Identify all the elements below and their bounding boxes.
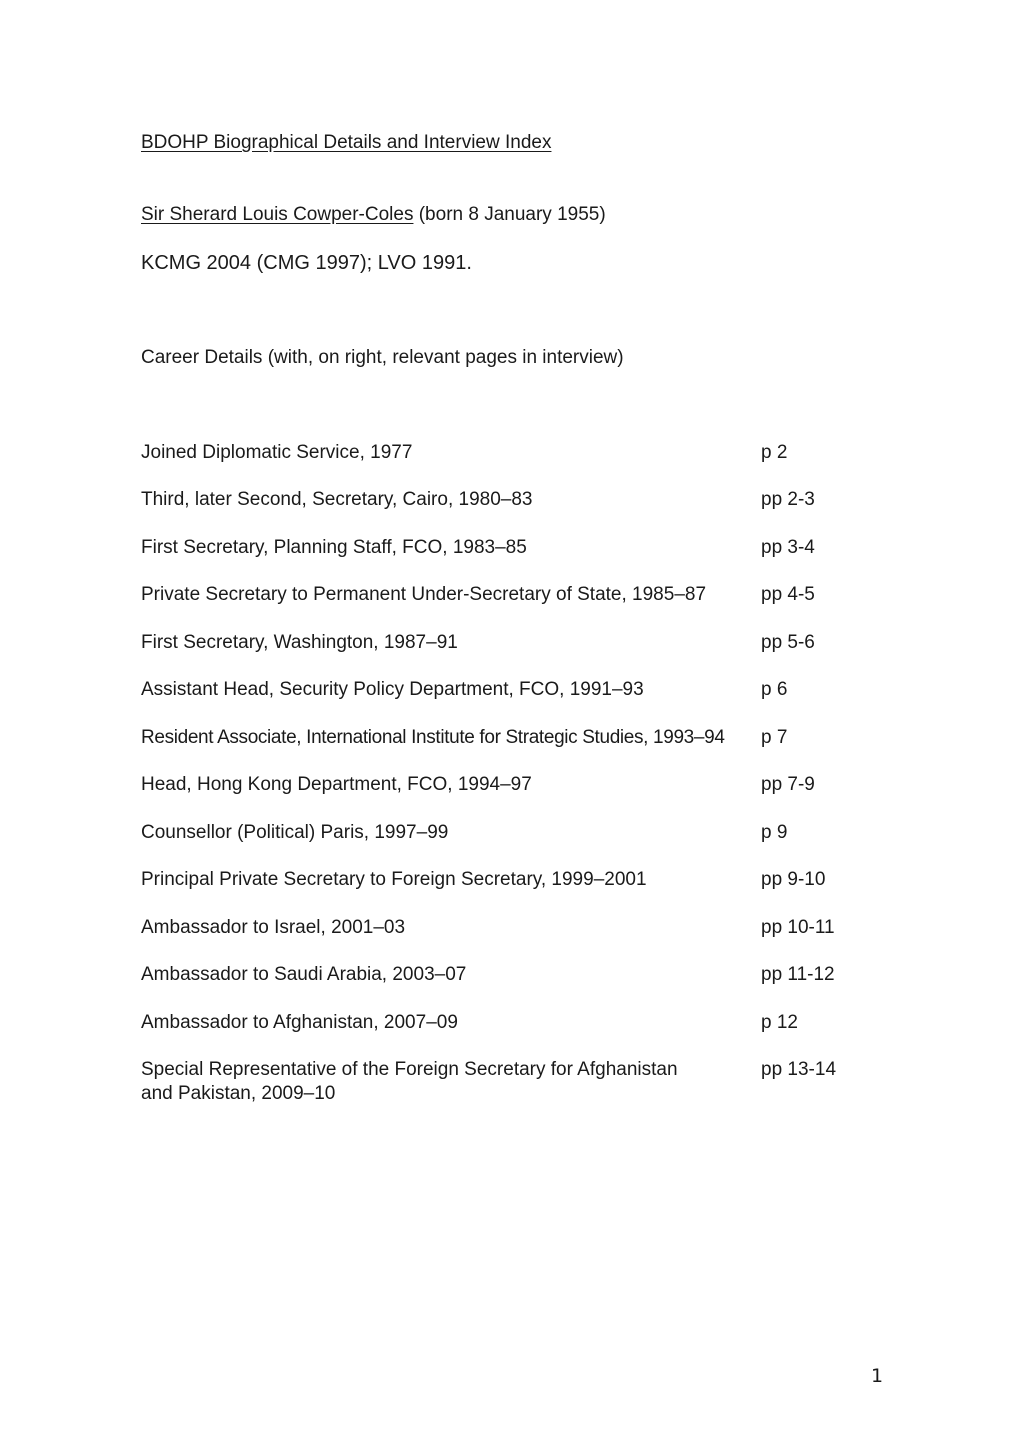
career-title: Ambassador to Afghanistan, 2007–09 (141, 1012, 458, 1033)
career-pages: p 12 (761, 1012, 798, 1033)
career-pages: pp 9-10 (761, 869, 826, 890)
career-title: Joined Diplomatic Service, 1977 (141, 442, 413, 463)
career-pages: pp 2-3 (761, 489, 815, 510)
career-title: Assistant Head, Security Policy Department, FCO, 1991–93 (141, 679, 644, 700)
career-pages: p 2 (761, 442, 788, 463)
subject-born: (born 8 January 1955) (418, 204, 606, 225)
career-title: Private Secretary to Permanent Under-Secretary of State, 1985–87 (141, 584, 707, 605)
career-title: Ambassador to Israel, 2001–03 (141, 917, 406, 938)
career-title: Counsellor (Political) Paris, 1997–99 (141, 822, 449, 843)
career-pages: p 7 (761, 727, 788, 748)
career-title: Resident Associate, International Institute for Strategic Studies, 1993–94 (141, 727, 725, 748)
career-pages: p 6 (761, 679, 788, 700)
career-title: Ambassador to Saudi Arabia, 2003–07 (141, 964, 467, 985)
subject-name: Sir Sherard Louis Cowper-Coles (141, 204, 414, 225)
page-number: 1 (871, 1365, 884, 1387)
career-title: First Secretary, Planning Staff, FCO, 1983–85 (141, 537, 527, 558)
career-title: Head, Hong Kong Department, FCO, 1994–97 (141, 774, 532, 795)
career-pages: pp 5-6 (761, 632, 815, 653)
career-heading: Career Details (with, on right, relevant pages in interview) (141, 347, 624, 368)
subject-line (141, 203, 606, 227)
career-title: First Secretary, Washington, 1987–91 (141, 632, 458, 653)
career-title: Special Representative of the Foreign Secretary for Afghanistan and Pakistan, 2009–10 (141, 1059, 678, 1104)
career-pages: p 9 (761, 822, 788, 843)
career-pages: pp 13-14 (761, 1059, 837, 1080)
career-pages: pp 11-12 (761, 964, 835, 985)
career-pages: pp 3-4 (761, 537, 815, 558)
career-pages: pp 7-9 (761, 774, 815, 795)
career-title: Principal Private Secretary to Foreign Secretary, 1999–2001 (141, 869, 647, 890)
career-title: Third, later Second, Secretary, Cairo, 1980–83 (141, 489, 533, 510)
career-pages: pp 10-11 (761, 917, 835, 938)
career-pages: pp 4-5 (761, 584, 815, 605)
subject-honours: KCMG 2004 (CMG 1997); LVO 1991. (141, 252, 472, 274)
document-title: BDOHP Biographical Details and Interview Index (141, 132, 552, 153)
